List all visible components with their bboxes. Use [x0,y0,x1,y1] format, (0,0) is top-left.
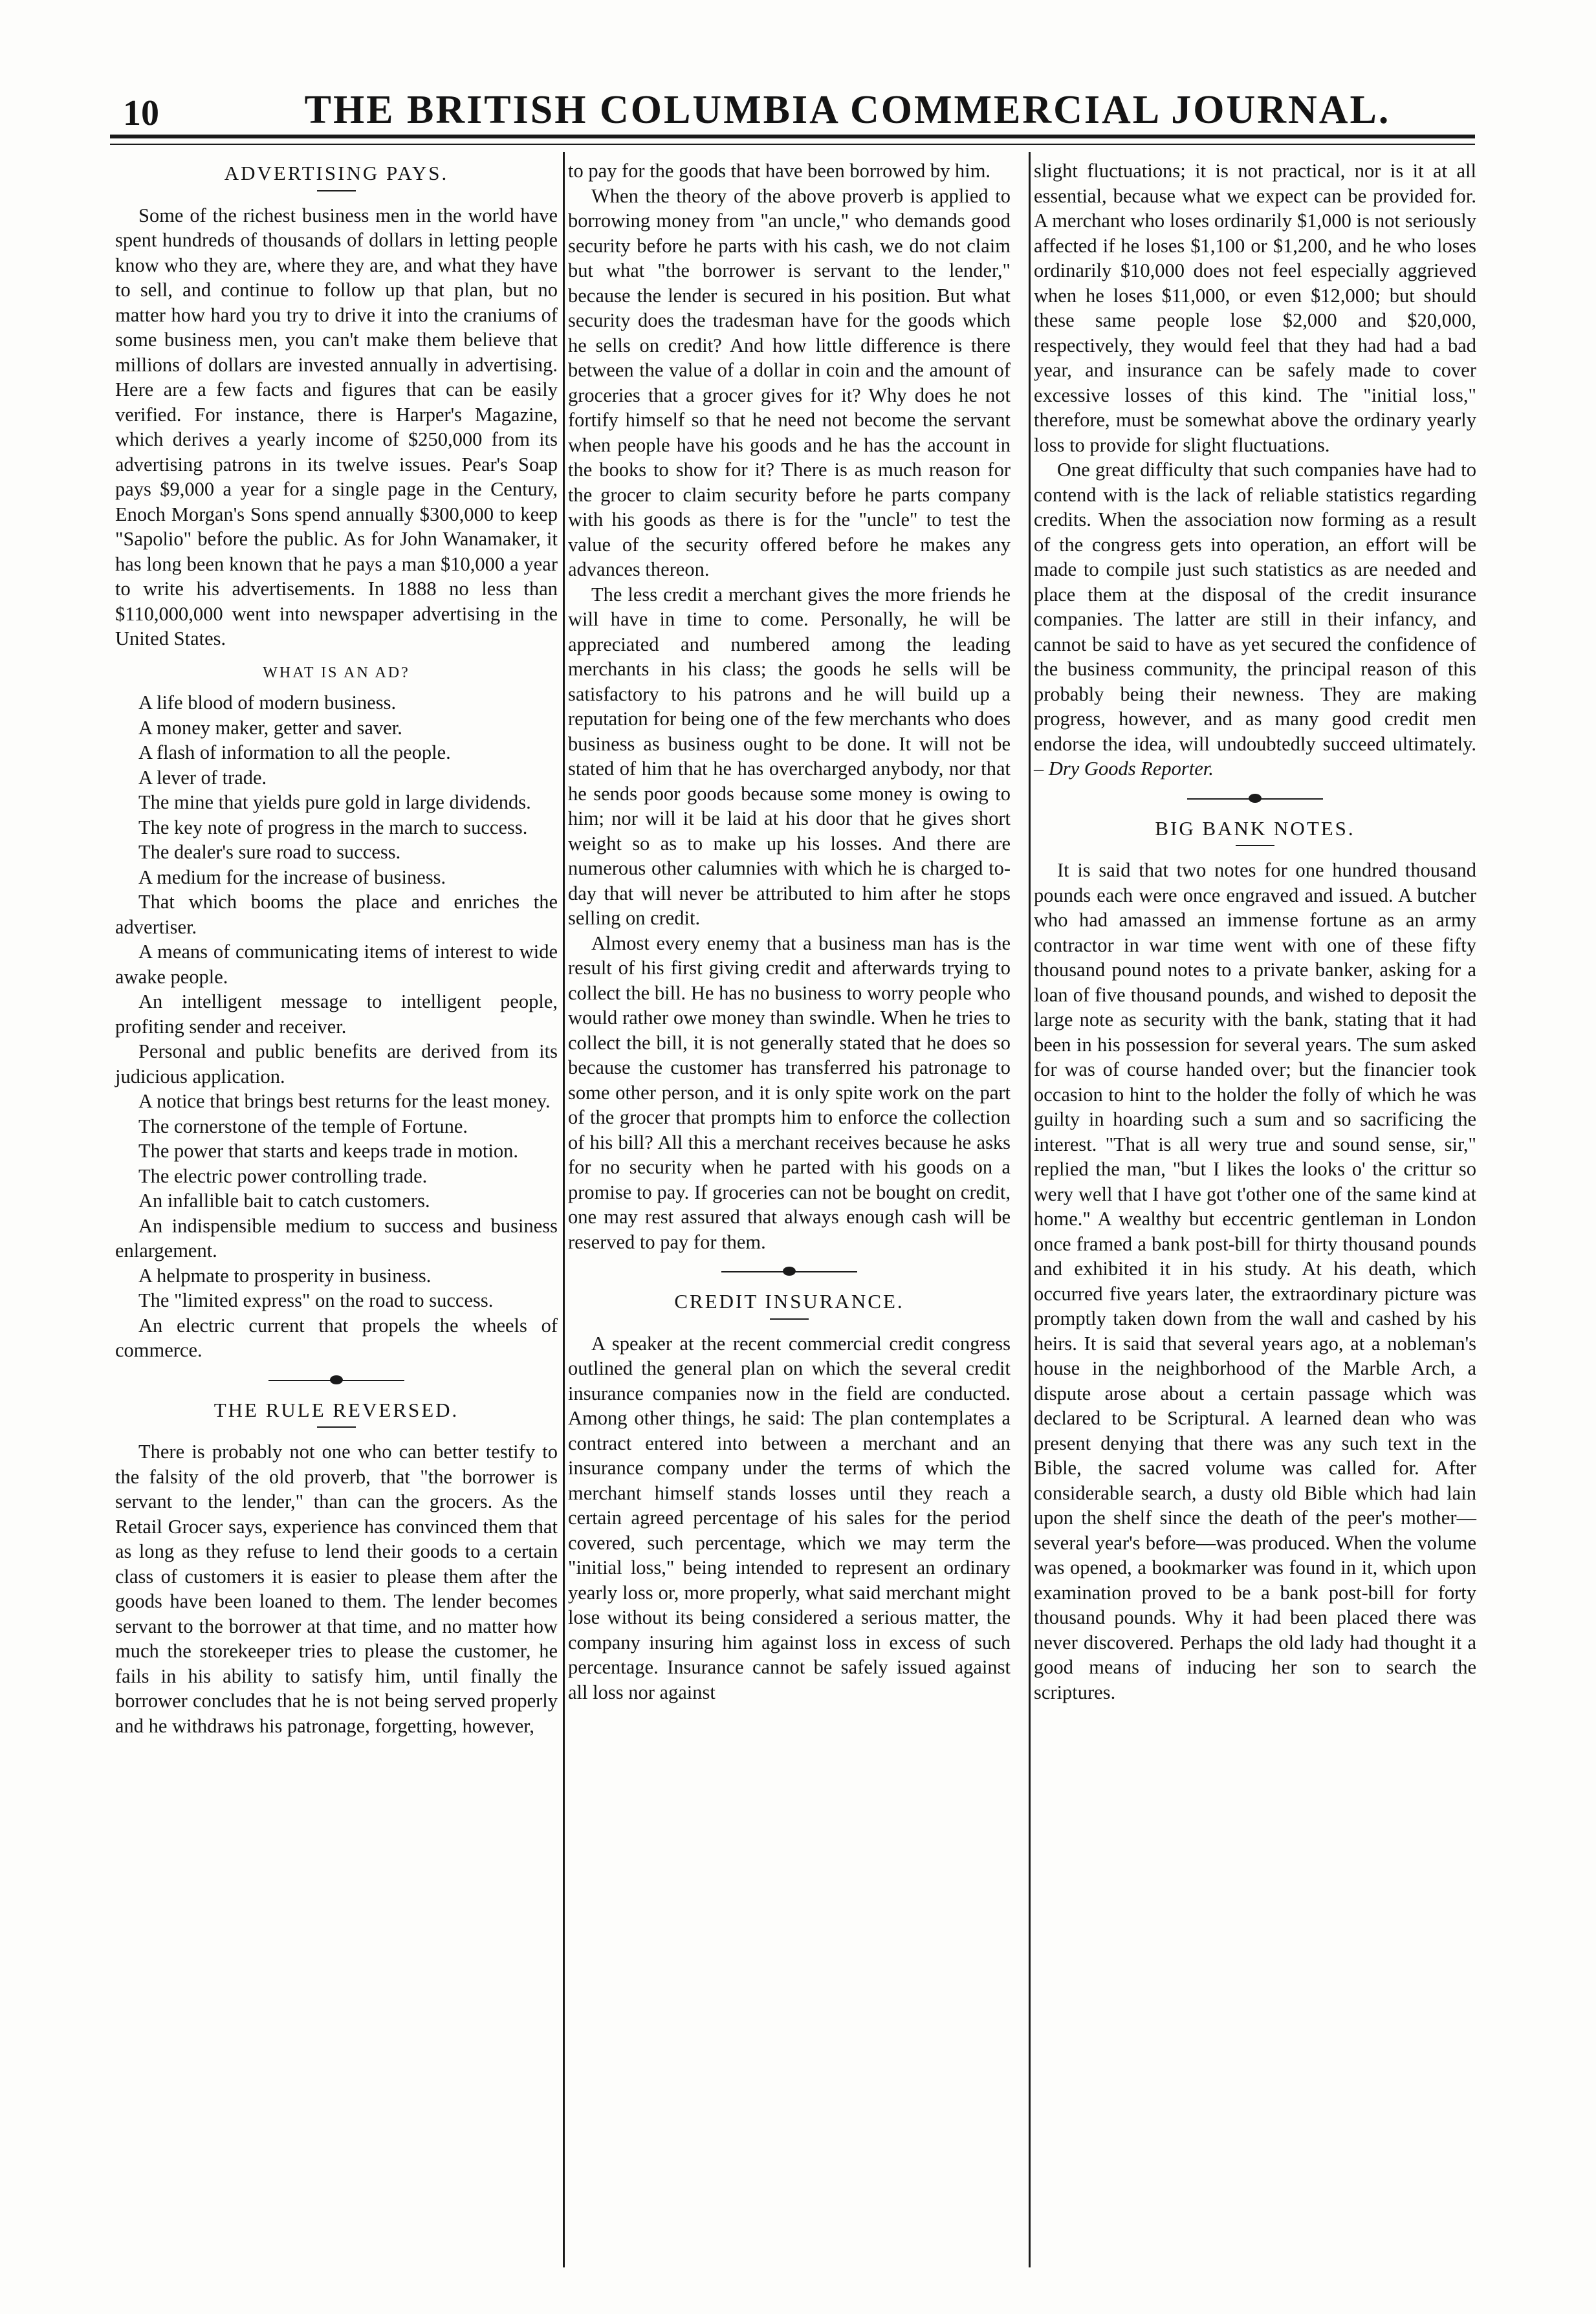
title-dash [317,190,356,191]
section-separator [1187,798,1323,800]
article-paragraph: The less credit a merchant gives the more friends he will have in time to come. Personally, he will be appreciated and numbered among the leading merchants in his class; the goods he sells will be satisfactory to his patrons and he will build up a reputation for being one of the few merchants who does business as business ought to be done. It will not be stated of him that he has overcharged anybody, nor that he sends poor goods because some money is owing to him; nor will it be laid at his door that he gives short weight so as to make up his losses. And there are numerous other calumnies with which he is charged to-day that will never be attributed to him after he stops selling on credit. [568,583,1011,929]
list-item: The "limited express" on the road to success. [138,1289,494,1311]
title-dash [1236,845,1274,846]
list-item: The cornerstone of the temple of Fortune. [138,1115,468,1137]
list-item: An infallible bait to catch customers. [138,1190,430,1212]
column-divider [563,152,565,2267]
source-credit: Dry Goods Reporter. [1048,758,1214,780]
list-item: An indispensible medium to success and business enlargement. [115,1214,558,1261]
list-item: The power that starts and keeps trade in motion. [138,1140,518,1162]
article-paragraph: There is probably not one who can better testify to the falsity of the old proverb, that "the borrower is servant to the lender," than can the grocers. As the Retail Grocer says, experience has convinced them that as long as they refuse to lend their goods to a certain class of customers it is easier to please them after the goods have been loaned to them. The lender becomes servant to the borrower at that time, and no matter how much the storekeeper tries to please the customer, he fails in his ability to satisfy him, until finally the borrower concludes that he is not being served properly and he withdraws his patronage, forgetting, however, [115,1441,558,1737]
list-item: The dealer's sure road to success. [138,841,401,863]
article-title: BIG BANK NOTES. [1155,816,1355,840]
article-paragraph: to pay for the goods that have been borrowed by him. [568,160,991,182]
article-credit-insurance [568,1289,1011,1705]
title-dash [317,1426,356,1428]
column-1 [115,158,558,1738]
article-subhead: WHAT IS AN AD? [263,664,410,681]
list-item: That which booms the place and enriches the advertiser. [115,891,558,938]
list-item: A life blood of modern business. [138,692,397,714]
article-paragraph: Some of the richest business men in the world have spent hundreds of thousands of dollars in letting people know who they are, where they are, and what they have to sell, and continue to follow up that plan, but no matter how hard you try to drive it into the craniums of some business men, you can't make them believe that millions of dollars are invested annually in advertising. Here are a few facts and figures that can be easily verified. For instance, there is Harper's Magazine, which derives a yearly income of $250,000 from its advertising patrons in its twelve issues. Pear's Soap pays $9,000 a year for a single page in the Century, Enoch Morgan's Sons spend annually $300,000 to keep "Sapolio" before the public. As for John Wanamaker, it has long been known that he pays a man $10,000 a year to write his advertisements. In 1888 no less than $110,000,000 went into newspaper advertising in the United States. [115,204,558,649]
article-paragraph: slight fluctuations; it is not practical, nor is it at all essential, because what we expect can be provided for. A merchant who loses ordinarily $1,000 is not seriously affected if he loses $1,100 or $1,200, and he who loses ordinarily $10,000 does not feel especially aggrieved when he loses $11,000, or even $12,000; but should these same people lose $2,000 and $20,000, respectively, they would feel that they had had a bad year, and insurance can be safely made to cover excessive losses of this kind. The "initial loss," therefore, must be somewhat above the ordinary yearly loss to provide for slight fluctuations. [1034,160,1476,456]
list-item: The key note of progress in the march to success. [138,816,528,838]
journal-title: THE BRITISH COLUMBIA COMMERCIAL JOURNAL. [304,88,1391,132]
column-2 [568,158,1011,1705]
article-paragraph: Almost every enemy that a business man has is the result of his first giving credit and afterwards trying to collect the bill. He has no business to worry people who would rather owe money than swindle. When he tries to collect the bill, it is not generally stated that he does so because the customer has transferred his patronage to some other person, and it is only spite work on the part of the grocer that prompts him to enforce the collection of his bill? All this a merchant receives because he asks for no security when he parted with his goods on a promise to pay. If groceries can not be bought on credit, one may rest assured that always enough cash will be reserved to pay for them. [568,932,1011,1253]
article-title: CREDIT INSURANCE. [674,1290,904,1313]
list-item: A notice that brings best returns for the least money. [138,1090,551,1112]
article-rule-reversed [115,1398,558,1739]
masthead-rule [110,135,1475,138]
article-big-bank-notes [1034,816,1476,1705]
list-item: The mine that yields pure gold in large dividends. [138,791,531,813]
article-paragraph: One great difficulty that such companies have had to contend with is the lack of reliable statistics regarding credits. When the association now forming as a result of the congress gets into operation, an effort will be made to compile just such statistics as are needed and place them at the disposal of the credit insurance companies. The latter are still in their infancy, and cannot be said to have as yet secured the confidence of the business community, the principal reason of this probably being their newness. They are making progress, however, and as many good credit men endorse the idea, will undoubtedly succeed ultimately. – Dry Goods Reporter. [1034,459,1476,780]
article-title: THE RULE REVERSED. [213,1398,459,1421]
article-advertising-pays [115,161,558,1363]
page-number: 10 [123,93,159,133]
article-title: ADVERTISING PAYS. [224,162,449,184]
list-item: A means of communicating items of interest to wide awake people. [115,941,558,988]
article-paragraph: When the theory of the above proverb is applied to borrowing money from "an uncle," who demands good security before he parts with his cash, we do not claim but what "the borrower is servant to the lender," because the lender is secured in his position. But what security does the tradesman have for the goods which he sells on credit? And how little difference is there between the value of a dollar in coin and the amount of groceries that a grocer gives for it? Why does he not fortify himself so that he need not become the servant when people have his goods and he has the account in the books to show for it? There is as much reason for the grocer to claim security before he parts company with his goods as there is for the "uncle" to test the value of the security offered before he makes any advances thereon. [568,184,1011,580]
list-item: An electric current that propels the wheels of commerce. [115,1314,558,1361]
section-separator [721,1271,857,1272]
article-paragraph: A speaker at the recent commercial credit congress outlined the general plan on which the several credit insurance companies now in the field are conducted. Among other things, he said: The plan contemplates a contract entered into between a merchant and an insurance company under the terms of which the merchant himself stands losses until they reach a certain agreed percentage of his sales for the period covered, such percentage, which we may term the "initial loss," being intended to represent an ordinary yearly loss or, more properly, what said merchant might lose without its being considered a serious matter, the company insuring him against loss in excess of such percentage. Insurance cannot be safely issued against all loss nor against [568,1332,1011,1703]
masthead [110,81,1475,139]
list-item: The electric power controlling trade. [138,1164,428,1187]
article-paragraph: It is said that two notes for one hundred thousand pounds each were once engraved and issued. A butcher who had amassed an immense fortune as an army contractor in war time went with one of these fifty thousand pound notes to a private banker, asking for a loan of five thousand pounds, and wished to deposit the large note as security with the bank, stating that it had been in his possession for several years. The sum asked for was of course handed over; but the financier took occasion to hint to the holder the folly of which he was guilty in hoarding such a sum and so sacrificing the interest. "That is all wery true and sound sense, sir," replied the man, "but I likes the looks o' the crittur so wery well that I have got t'other one of the same kind at home." A wealthy but eccentric gentleman in London once framed a bank post-bill for thirty thousand pounds and exhibited it in his study. At his death, which occurred five years later, the extraordinary picture was promptly taken down from the wall and cashed by his heirs. It is said that several years ago, at a nobleman's house in the neighborhood of the Marble Arch, a dispute arose about a certain passage which was declared to be Scriptural. A learned dean who was present denying that there was any such text in the Bible, the sacred volume was called for. After considerable search, a dusty old Bible which had lain upon the shelf since the death of the peer's mother—several year's before—was produced. When the volume was opened, a bookmarker was found in it, which upon examination proved to be a bank post-bill for forty thousand pounds. Why it had been placed there was never discovered. Perhaps the old lady had thought it a good means of inducing her son to search the scriptures. [1034,859,1476,1703]
list-item: A medium for the increase of business. [138,866,446,888]
section-separator [268,1380,404,1381]
list-item: An intelligent message to intelligent people, profiting sender and receiver. [115,990,558,1038]
ad-definition-list [115,690,558,1363]
masthead-rule-thin [110,144,1475,145]
list-item: Personal and public benefits are derived from its judicious application. [115,1040,558,1087]
list-item: A lever of trade. [138,766,267,789]
list-item: A money maker, getter and saver. [138,716,402,739]
list-item: A helpmate to prosperity in business. [138,1264,432,1287]
column-3 [1034,158,1476,1705]
title-dash [770,1318,809,1320]
column-divider [1029,152,1031,2267]
list-item: A flash of information to all the people. [138,741,451,763]
